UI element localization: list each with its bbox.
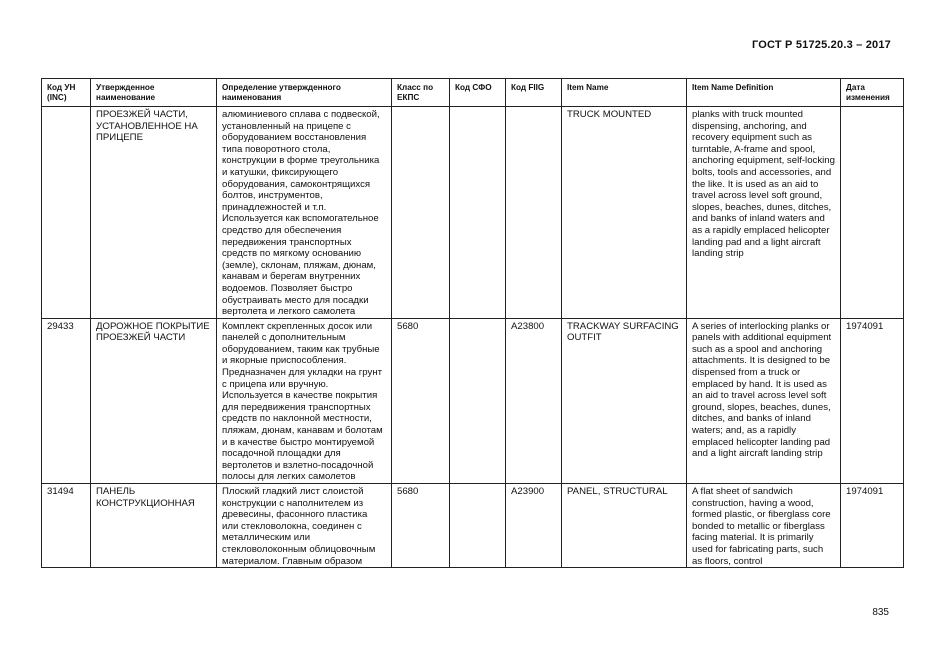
cell-change-date: 1974091 (841, 484, 904, 568)
cell-approved-name: ПРОЕЗЖЕЙ ЧАСТИ, УСТАНОВЛЕННОЕ НА ПРИЦЕПЕ (91, 107, 217, 319)
column-header-approved-name: Утвержденное наименование (91, 79, 217, 107)
column-header-definition: Определение утвержденного наименования (217, 79, 392, 107)
table-row (42, 484, 904, 568)
table-row (42, 107, 904, 319)
cell-inc: 31494 (42, 484, 91, 568)
cell-item-name: PANEL, STRUCTURAL (562, 484, 687, 568)
document-title: ГОСТ Р 51725.20.3 – 2017 (751, 39, 891, 51)
cell-item-name-definition: A flat sheet of sandwich construction, having a wood, formed plastic, or fiberglass core bonded to metallic or fiberglass facing material. It is primarily used for fabricating parts, such as floors, control (687, 484, 841, 568)
cell-item-name-definition: planks with truck mounted dispensing, anchoring, and recovery equipment such as turntable, A-frame and spool, anchoring equipment, self-locking bolts, tools and accessories, and the like. It is used as an aid to travel across level soft ground, slopes, beaches, dunes, ditches, and banks of inland waters and as a rapidly emplaced helicopter landing pad and a light aircraft landing strip (687, 107, 841, 319)
cell-ekps-class (392, 107, 450, 319)
column-header-sfo-code: Код СФО (450, 79, 506, 107)
cell-approved-name: ДОРОЖНОЕ ПОКРЫТИЕ ПРОЕЗЖЕЙ ЧАСТИ (91, 318, 217, 483)
classification-table (41, 78, 904, 568)
column-header-ekps-class: Класс по ЕКПС (392, 79, 450, 107)
cell-sfo-code (450, 318, 506, 483)
cell-definition: Комплект скрепленных досок или панелей с дополнительным оборудованием, таким как трубные и якорные приспособления. Предназначен для укладки на грунт с прицепа или вручную. Используется в качестве покрытия для передвижения транспортных средств по наклонной местности, пляжам, дюнам, канавам и болотам и в качестве быстро монтируемой посадочной площадки для вертолетов и взлетно-посадочной полосы для легких самолетов (217, 318, 392, 483)
cell-fiig-code (506, 107, 562, 319)
cell-definition: Плоский гладкий лист слоистой конструкции с наполнителем из древесины, фасонного пластика или стекловолокна, соединен с металлическим или стекловолоконным облицовочным материалом. Главным образом (217, 484, 392, 568)
column-header-item-name: Item Name (562, 79, 687, 107)
cell-ekps-class: 5680 (392, 318, 450, 483)
cell-definition: алюминиевого сплава с подвеской, установленный на прицепе с оборудованием восстановления типа поворотного стола, конструкции в форме треугольника и катушки, фиксирующего оборудования, самоконтрящихся болтов, инструментов, принадлежностей и т.п. Используется как вспомогательное средство для обеспечения передвижения транспортных средств по мягкому основанию (земле), склонам, пляжам, дюнам, канавам и берегам внутренних водоемов. Позволяет быстро обустраивать место для посадки вертолета и легкого самолета (217, 107, 392, 319)
table-header-row (42, 79, 904, 107)
cell-inc (42, 107, 91, 319)
table-row (42, 318, 904, 483)
column-header-change-date: Дата изменения (841, 79, 904, 107)
cell-item-name-definition: A series of interlocking planks or panels with additional equipment such as a spool and anchoring attachments. It is designed to be dispensed from a truck or emplaced by hand. It is used as an aid to travel across level soft ground, slopes, beaches, dunes, ditches, and banks of inland waters; and, as a rapidly emplaced helicopter landing pad and a light aircraft landing strip (687, 318, 841, 483)
cell-item-name: TRACKWAY SURFACING OUTFIT (562, 318, 687, 483)
cell-fiig-code: A23900 (506, 484, 562, 568)
page-number: 835 (872, 607, 889, 618)
cell-ekps-class: 5680 (392, 484, 450, 568)
column-header-fiig-code: Код FIIG (506, 79, 562, 107)
cell-sfo-code (450, 484, 506, 568)
cell-change-date (841, 107, 904, 319)
cell-change-date: 1974091 (841, 318, 904, 483)
cell-inc: 29433 (42, 318, 91, 483)
cell-approved-name: ПАНЕЛЬ КОНСТРУКЦИОННАЯ (91, 484, 217, 568)
cell-sfo-code (450, 107, 506, 319)
cell-fiig-code: A23800 (506, 318, 562, 483)
column-header-inc: Код УН (INC) (42, 79, 91, 107)
cell-item-name: TRUCK MOUNTED (562, 107, 687, 319)
column-header-item-name-definition: Item Name Definition (687, 79, 841, 107)
